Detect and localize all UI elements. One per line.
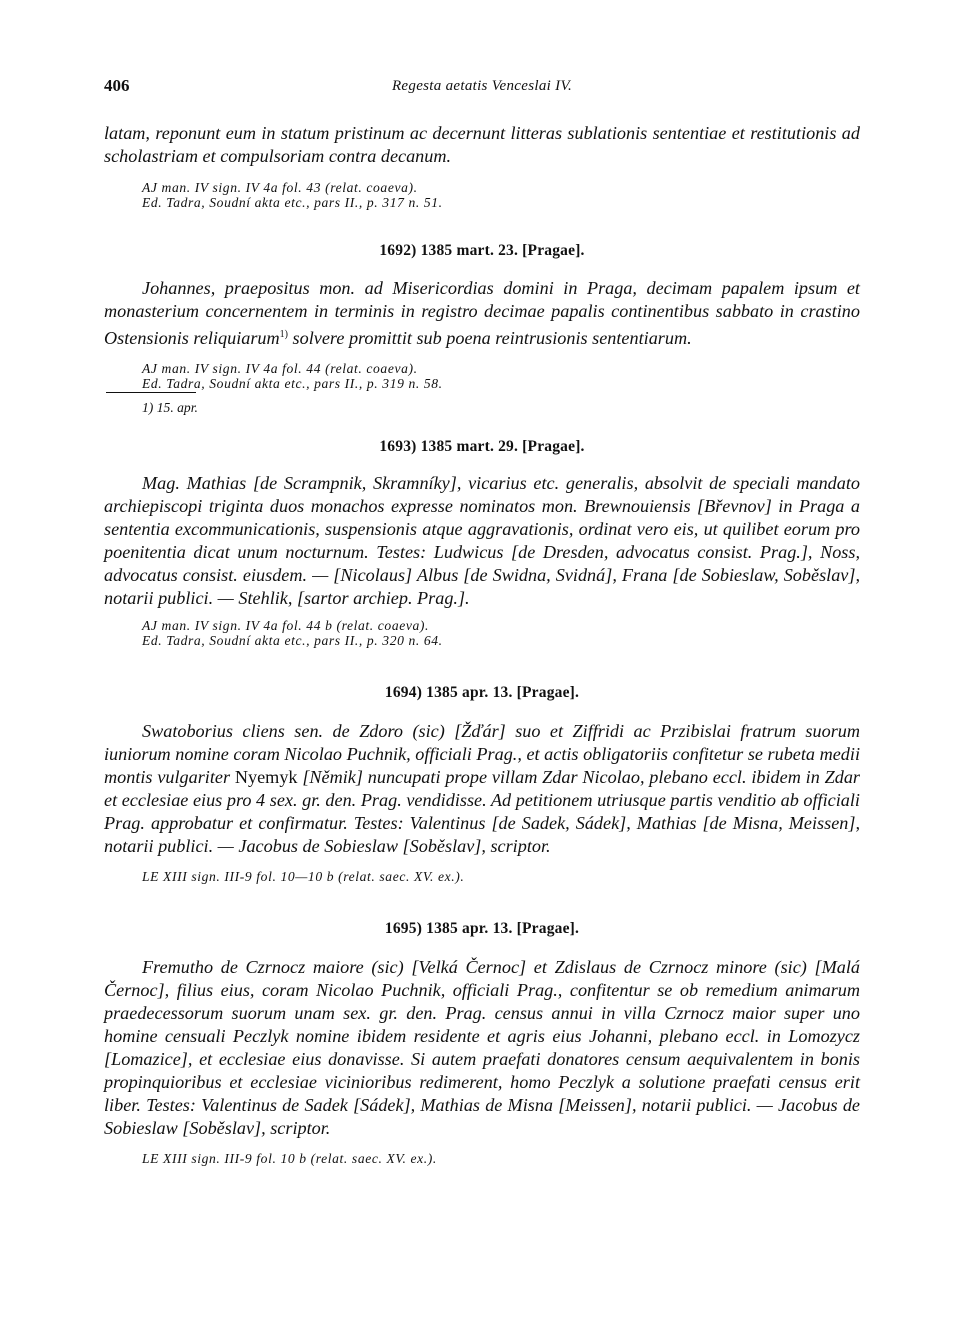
running-title: Regesta aetatis Venceslai IV. — [391, 78, 573, 94]
entry-text-1693: Mag. Mathias [de Scrampnik, Skramníky], vicarius etc. generalis, absolvit de speciali mandato archiepiscopi triginta duos monachos expresse nominatos mon. Brewnouiensis [Břevnov] in Praga a sententia excommunicationis, suspensionis atque aggravationis, ordinat vero eis, ut quilibet eorum pro poenitentia dicat unum nocturnum. Testes: Ludwicus [de Dresden, advocatus consist. Prag.], Noss, advocatus consist. eiusdem. — [Nicolaus] Albus [de Swidna, Svidná], Frana [de Sobieslaw, Soběslav], notarii publici. — Stehlik, [sartor archiep. Prag.]. — [104, 473, 860, 609]
entry-heading-1693: 1693) 1385 mart. 29. [Pragae]. — [379, 438, 585, 456]
entry-source-1692-1: AJ man. IV sign. IV 4a fol. 44 (relat. coaeva). — [142, 361, 418, 377]
page-header — [104, 76, 860, 102]
entry-text-1692-part-b: solvere promittit sub poena reintrusionis sententiarum. — [288, 328, 692, 349]
entry-text-1694-part-b: [Němik] nuncupati prope villam Zdar Nicolao, plebano eccl. ibidem in Zdar et ecclesiae eius pro 4 sex. gr. den. Prag. vendidisse. Ad petitionem utriusque partis venditio ab officiali Prag. approbatur et confirmatur. Testes: Valentinus [de Sadek, Sádek], Mathias [de Misna, Meissen], notarii publici. — Jacobus de Sobieslaw [Soběslav], scriptor. — [104, 767, 860, 857]
entry-source-1693-2: Ed. Tadra, Soudní akta etc., pars II., p. 320 n. 64. — [142, 633, 443, 649]
entry-text-1694-vernacular: Nyemyk — [234, 767, 298, 788]
page-number: 406 — [104, 76, 130, 95]
entry-text-1692 — [104, 277, 860, 350]
entry-heading-1694: 1694) 1385 apr. 13. [Pragae]. — [384, 684, 580, 702]
entry-heading-1695: 1695) 1385 apr. 13. [Pragae]. — [384, 920, 580, 938]
footnote-rule — [106, 392, 196, 393]
intro-source-1: AJ man. IV sign. IV 4a fol. 43 (relat. coaeva). — [142, 180, 418, 195]
entry-text-1694 — [104, 720, 860, 858]
entry-text-1694-part-a: Swatoborius cliens sen. de Zdoro (sic) [Žďár] suo et Ziffridi ac Przibislai fratrum suorum iuniorum nomine coram Nicolao Puchnik, officiali Prag., et actis obligatoriis confitetur se rubeta medii montis vulgariter — [104, 721, 860, 788]
entry-source-1694: LE XIII sign. III-9 fol. 10—10 b (relat. saec. XV. ex.). — [142, 869, 465, 885]
footnote-ref: 1) — [279, 329, 288, 340]
entry-source-1695: LE XIII sign. III-9 fol. 10 b (relat. saec. XV. ex.). — [142, 1151, 437, 1167]
entry-source-1692-2: Ed. Tadra, Soudní akta etc., pars II., p. 319 n. 58. — [142, 376, 443, 392]
footnote: 1) 15. apr. — [142, 400, 198, 416]
entry-source-1693-1: AJ man. IV sign. IV 4a fol. 44 b (relat. coaeva). — [142, 618, 430, 634]
document-page — [104, 76, 860, 1166]
intro-paragraph: latam, reponunt eum in statum pristinum ac decernunt litteras sublationis sententiae et restitutionis ad scholastriam et compulsoriam contra decanum. — [104, 123, 860, 166]
intro-source-2: Ed. Tadra, Soudní akta etc., pars II., p. 317 n. 51. — [142, 195, 443, 210]
entry-heading-1692: 1692) 1385 mart. 23. [Pragae]. — [379, 242, 585, 259]
entry-text-1692-part-a: Johannes, praepositus mon. ad Misericordias domini in Praga, decimam papalem ipsum et monasterium concernentem in terminis in registro decimae papalis continentibus sabbato in crastino Ostensionis reliquiarum — [104, 278, 860, 349]
entry-text-1695: Fremutho de Czrnocz maiore (sic) [Velká Černoc] et Zdislaus de Czrnocz minore (sic) [Malá Černoc], filius eius, coram Nicolao Puchnik, officiali Prag., confitentur se ob remedium animarum praedecessorum suorum unam sex. gr. den. Prag. census annui in villa Czrnocz maior super uno homine censuali Peczlyk nomine ibidem residente et agris eius Johanni, plebano eccl. in Lomozycz [Lomazice], et ecclesiae eius donavisse. Si autem praefati donatores censum aequivalentem in bonis propinquioribus et ecclesiae vicinioribus redimerent, homo Peczlyk a solutione praefati census erit liber. Testes: Valentinus de Sadek [Sádek], Mathias de Misna [Meissen], notarii publici. — Jacobus de Sobieslaw [Soběslav], scriptor. — [104, 957, 860, 1139]
